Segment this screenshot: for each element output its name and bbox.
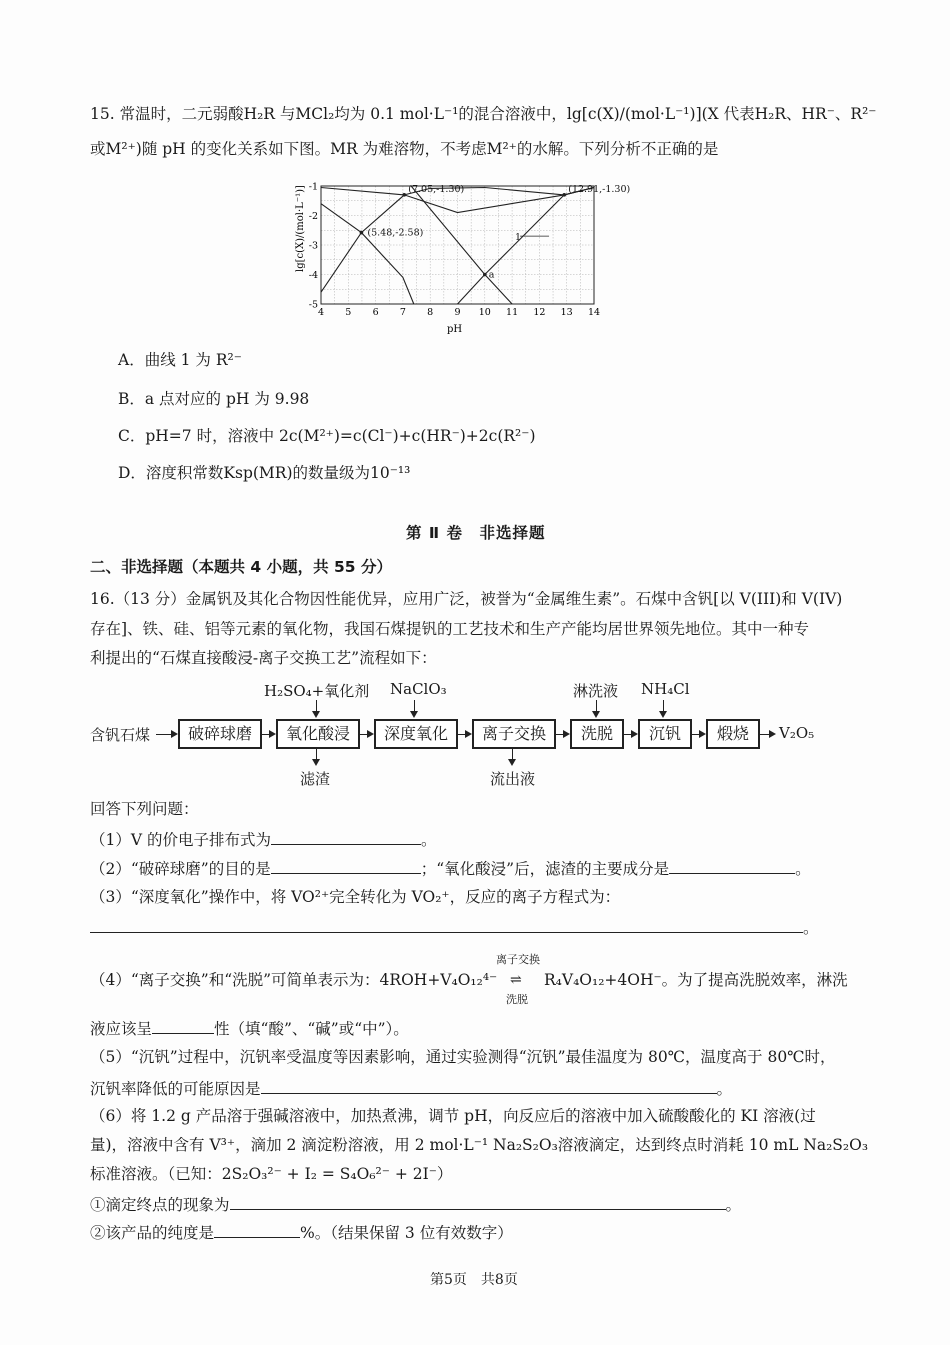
flow-step-crush: 破碎球磨 xyxy=(178,719,262,749)
q15-option-a: A．曲线 1 为 R²⁻ xyxy=(118,351,242,369)
answer-blank-4[interactable] xyxy=(152,1017,214,1034)
q16-part1-text: （1）V 的价电子排布式为 xyxy=(90,831,271,849)
q16-part6-line3: 标准溶液。（已知：2S₂O₃²⁻ + I₂ = S₄O₆²⁻ + 2I⁻） xyxy=(90,1165,453,1183)
flow-end-label: V₂O₅ xyxy=(779,724,815,742)
annotation-label: 1 xyxy=(515,232,522,244)
flow-step-ion-exchange: 离子交换 xyxy=(472,719,556,749)
annotation-label: (7.05,-1.30) xyxy=(408,183,465,195)
annotation-label: (5.48,-2.58) xyxy=(367,227,424,239)
q16-part2-text-b: ；“氧化酸浸”后，滤渣的主要成分是 xyxy=(420,860,670,878)
q16-intro-line3: 利提出的“石煤直接酸浸-离子交换工艺”流程如下： xyxy=(90,649,437,667)
q16-part6-sub2-text-b: %。（结果保留 3 位有效数字） xyxy=(300,1224,513,1242)
period: 。 xyxy=(420,831,437,849)
flow-arrow xyxy=(760,734,774,735)
annotation-label: (12.91,-1.30) xyxy=(568,183,631,195)
answer-blank-6b[interactable] xyxy=(214,1221,300,1238)
annotation-point xyxy=(483,273,487,277)
q15-option-d: D．溶度积常数Ksp(MR)的数量级为10⁻¹³ xyxy=(118,464,411,482)
y-tick-label: -5 xyxy=(308,299,318,311)
part2-section-heading: 二、非选择题（本题共 4 小题，共 55 分） xyxy=(90,558,392,576)
answer-blank-5[interactable] xyxy=(261,1077,717,1094)
flow-arrow xyxy=(262,734,274,735)
q16-part6-line1: （6）将 1.2 g 产品溶于强碱溶液中，加热煮沸，调节 pH，向反应后的溶液中加入硫酸酸化的 KI 溶液(过 xyxy=(90,1107,816,1125)
part2-title: 第 Ⅱ 卷 非选择题 xyxy=(406,524,546,542)
q16-part4-text-a: 液应该呈 xyxy=(90,1020,153,1038)
y-tick-label: -1 xyxy=(308,181,318,193)
q16-part2-text-a: （2）“破碎球磨”的目的是 xyxy=(90,860,271,878)
answer-blank-3[interactable] xyxy=(90,916,803,933)
q16-part6-line2: 量)，溶液中含有 V³⁺，滴加 2 滴淀粉溶液，用 2 mol·L⁻¹ Na₂S₂O₃溶液滴定，达到终点时消耗 10 mL Na₂S₂O₃ xyxy=(90,1136,869,1154)
q16-part5-line2 xyxy=(90,1077,732,1099)
x-tick-label: 11 xyxy=(506,307,519,318)
x-tick-label: 7 xyxy=(399,307,406,318)
flow-arrow xyxy=(624,734,636,735)
reversible-arrow-icon: ⇌ xyxy=(510,972,522,988)
q16-part4-equation-right: R₄V₄O₁₂+4OH⁻。为了提高洗脱效率，淋洗 xyxy=(544,971,848,989)
q15-option-c: C．pH=7 时，溶液中 2c(M²⁺)=c(Cl⁻)+c(HR⁻)+2c(R²⁻) xyxy=(118,427,536,445)
flow-arrow-down xyxy=(512,749,513,764)
q15-stem-line2: 或M²⁺)随 pH 的变化关系如下图。MR 为难溶物，不考虑M²⁺的水解。下列分析不正确的是 xyxy=(90,140,719,158)
flow-step-precipitate: 沉钒 xyxy=(638,719,692,749)
period: 。 xyxy=(716,1080,733,1098)
period: 。 xyxy=(795,860,811,878)
q16-part2 xyxy=(90,857,811,879)
reaction-condition-reverse: 洗脱 xyxy=(506,993,528,1006)
flow-arrow-down xyxy=(316,700,317,716)
x-tick-label: 8 xyxy=(427,307,434,318)
flow-start-label: 含钒石煤 xyxy=(90,726,151,744)
x-tick-label: 10 xyxy=(478,307,491,318)
q15-option-b: B．a 点对应的 pH 为 9.98 xyxy=(118,390,310,408)
answer-blank-1[interactable] xyxy=(271,828,421,845)
q15-chart xyxy=(294,176,631,336)
q16-part6-sub2 xyxy=(90,1221,513,1243)
flow-input-wash: 淋洗液 xyxy=(573,682,619,700)
q16-part6-sub1 xyxy=(90,1193,741,1215)
flow-arrow-down xyxy=(414,700,415,716)
answer-blank-2b[interactable] xyxy=(669,857,795,874)
q16-part4-equation-left: （4）“离子交换”和“洗脱”可简单表示为：4ROH+V₄O₁₂⁴⁻ xyxy=(90,971,498,989)
flow-arrow xyxy=(458,734,470,735)
flow-step-calcine: 煅烧 xyxy=(706,719,760,749)
y-tick-label: -3 xyxy=(308,240,318,252)
flow-arrow xyxy=(360,734,372,735)
q16-part1 xyxy=(90,828,437,850)
x-tick-label: 4 xyxy=(317,307,325,318)
chart-grid xyxy=(321,183,594,304)
annotation-point xyxy=(562,193,566,197)
flow-step-deep-oxidation: 深度氧化 xyxy=(374,719,458,749)
annotation-label: a xyxy=(488,269,495,281)
flow-step-oxidative-leach: 氧化酸浸 xyxy=(276,719,360,749)
chart-x-label: pH xyxy=(447,324,463,335)
flow-step-elution: 洗脱 xyxy=(570,719,624,749)
answer-blank-6a[interactable] xyxy=(230,1193,726,1210)
y-tick-label: -4 xyxy=(308,270,318,281)
y-tick-label: -2 xyxy=(308,211,318,222)
series-line-1 xyxy=(321,204,414,304)
q15-stem-line1: 15. 常温时，二元弱酸H₂R 与MCl₂均为 0.1 mol·L⁻¹的混合溶液中，lg[c(X)/(mol·L⁻¹)](X 代表H₂R、HR⁻、R²⁻ xyxy=(90,105,877,123)
flow-input-naclo3: NaClO₃ xyxy=(390,680,447,698)
q16-part4-text-b: 性（填“酸”、“碱”或“中”）。 xyxy=(214,1020,409,1038)
period: 。 xyxy=(725,1196,742,1214)
period: 。 xyxy=(803,919,819,937)
flow-arrow-down xyxy=(316,749,317,764)
q16-part3: （3）“深度氧化”操作中，将 VO²⁺完全转化为 VO₂⁺，反应的离子方程式为： xyxy=(90,888,621,906)
chart-y-label: lg[c(X)/(mol·L⁻¹)] xyxy=(295,185,306,272)
q16-part6-sub2-text-a: ②该产品的纯度是 xyxy=(90,1224,215,1242)
flow-output-effluent: 流出液 xyxy=(490,770,536,788)
q16-part3-answer xyxy=(90,916,819,938)
flow-arrow-down xyxy=(663,700,664,716)
q16-part4-question xyxy=(90,1017,409,1039)
answer-blank-2a[interactable] xyxy=(271,857,421,874)
x-tick-label: 12 xyxy=(533,307,546,318)
flow-arrow-down xyxy=(596,700,597,716)
x-tick-label: 5 xyxy=(345,307,352,318)
flow-input-acid: H₂SO₄+氧化剂 xyxy=(264,682,370,700)
q16-intro-line1: 16.（13 分）金属钒及其化合物因性能优异，应用广泛，被誉为“金属维生素”。石煤中含钒[以 V(III)和 V(IV) xyxy=(90,590,843,608)
q16-part6-sub1-text: ①滴定终点的现象为 xyxy=(90,1196,230,1214)
reaction-condition-forward: 离子交换 xyxy=(496,953,540,966)
flow-output-residue: 滤渣 xyxy=(300,770,331,788)
q16-intro-line2: 存在]、铁、硅、铝等元素的氧化物，我国石煤提钒的工艺技术和生产产能均居世界领先地位。其中一种专 xyxy=(90,620,810,638)
q16-part5-text: 沉钒率降低的可能原因是 xyxy=(90,1080,261,1098)
chart-ticks xyxy=(309,182,600,319)
x-tick-label: 14 xyxy=(587,307,601,318)
x-tick-label: 6 xyxy=(372,307,379,318)
flow-arrow xyxy=(692,734,704,735)
q16-part5-line1: （5）“沉钒”过程中，沉钒率受温度等因素影响，通过实验测得“沉钒”最佳温度为 80℃，温度高于 80℃时， xyxy=(90,1048,836,1066)
page-footer: 第5页 共8页 xyxy=(430,1272,518,1288)
x-tick-label: 13 xyxy=(560,307,573,318)
flow-arrow xyxy=(556,734,568,735)
annotation-point xyxy=(402,193,406,197)
answer-intro: 回答下列问题： xyxy=(90,800,199,818)
annotation-point xyxy=(360,231,364,235)
x-tick-label: 9 xyxy=(454,307,461,318)
flow-arrow xyxy=(156,734,176,735)
flow-input-nh4cl: NH₄Cl xyxy=(641,680,690,698)
